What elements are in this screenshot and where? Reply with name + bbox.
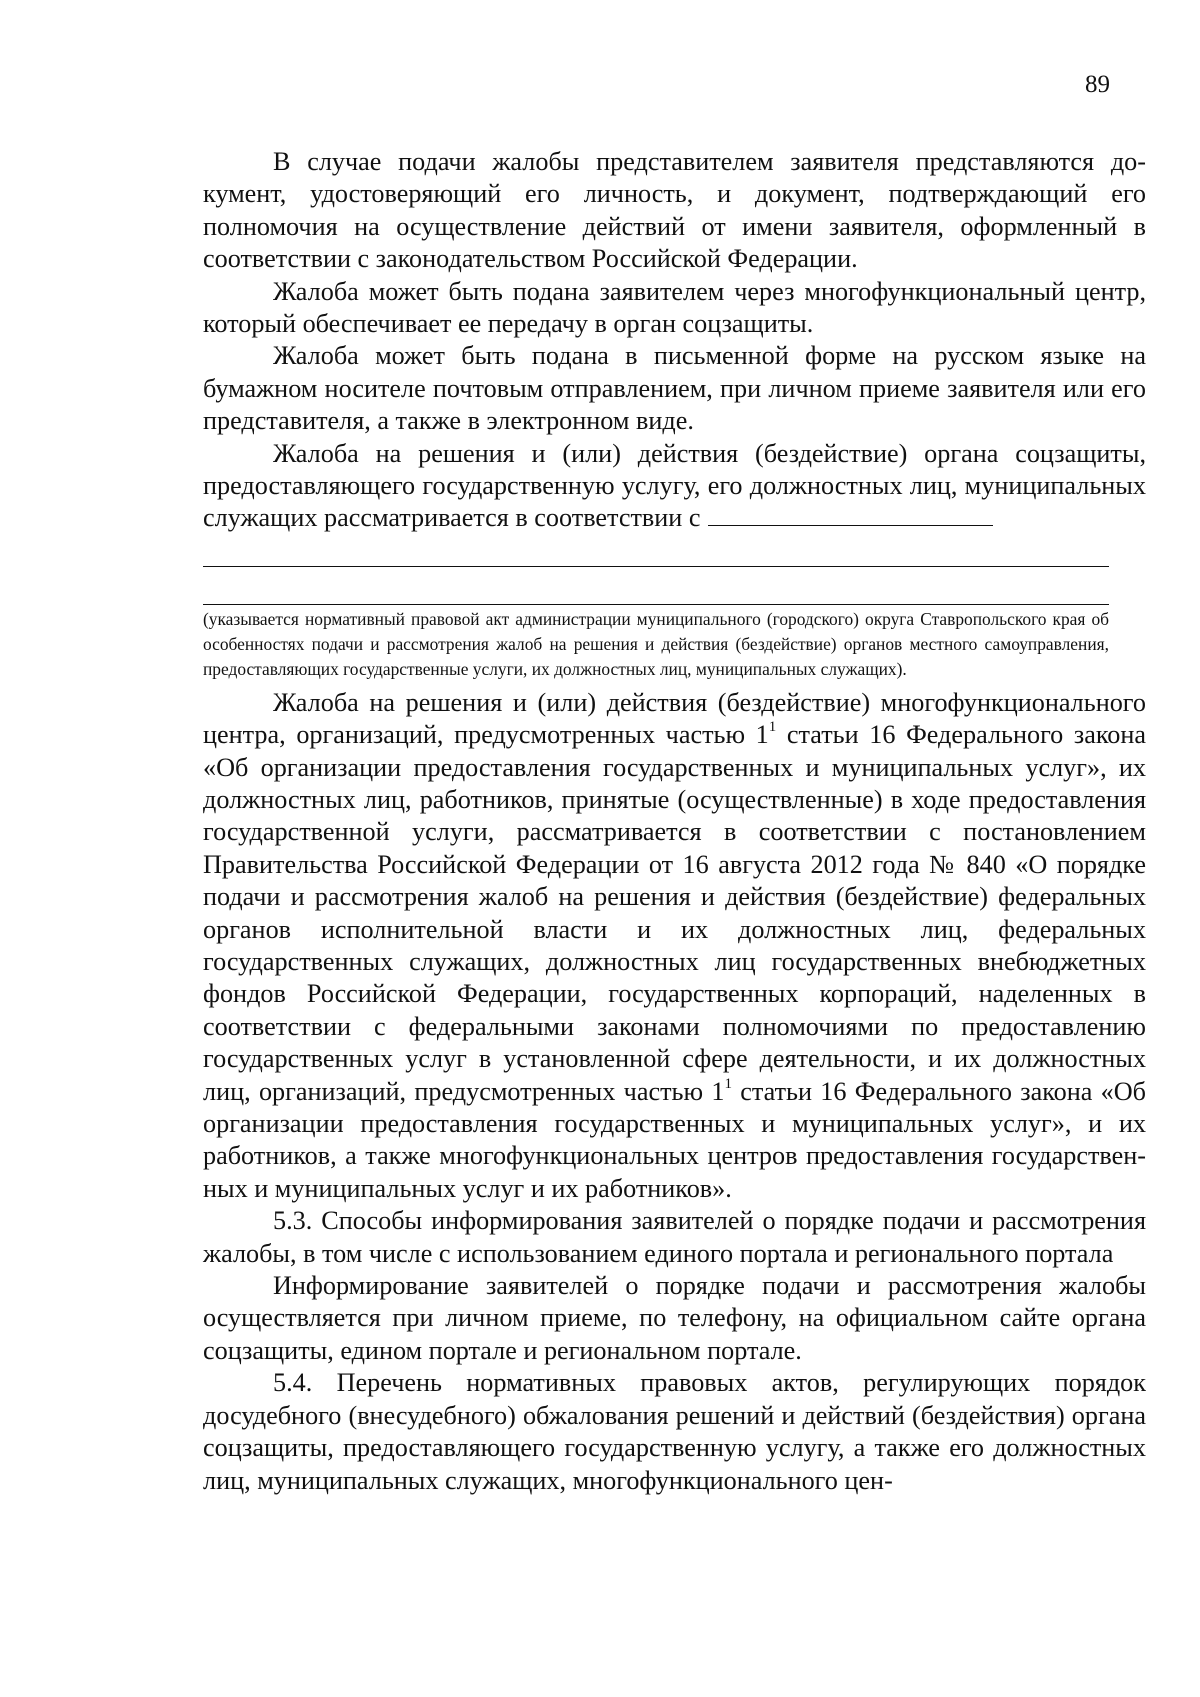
section-5-4-heading: 5.4. Перечень нормативных правовых актов, регулирующих порядок досудебного (внесудебного) обжалования решений и действий (бездействия) органа соцзащиты, предоставляющего государственную услугу, а также его должностных лиц, муниципальных служащих, многофункционального цен- <box>203 1368 1146 1495</box>
paragraph-submission-form: Жалоба может быть подана в письменной форме на русском языке на бумажном носителе почтовым отправлением, при личном приеме заявителя или его представителя, а также в электронном виде. <box>203 341 1146 436</box>
paragraph-mfc-part2: статьи 16 Федерального закона «Об организации предоставления государственных и муниципальных услуг», их должностных лиц, работников, принятые (осуществленные) в ходе предоставления государственной услуги, рассматривается в соответствии с постановлением Правительства Российской Федерации от 16 августа 2012 года № 840 «О порядке подачи и рассмотрения жалоб на решения и действия (бездействие) федеральных органов исполнительной власти и их должностных лиц, федеральных государственных служащих, должностных лиц государственных внебюджетных фондов Российской Федерации, государственных корпораций, наделенных в соответствии с федеральными законами полномочиями по предоставлению государственных услуг в установленной сфере деятельности, и их должностных лиц, организаций, предусмотренных частью 1 <box>203 720 1146 1106</box>
paragraph-mfc-part3: статьи 16 Федерального закона «Об организации предоставления государственных и муниципальных услуг», и их работников, а также многофункциональных центров предоставления государственных и муниципальных услуг и их работников». <box>203 1076 1146 1203</box>
superscript-1: 1 <box>724 1075 732 1092</box>
paragraph-complaint-review <box>203 438 1146 535</box>
paragraph-mfc-part1: Жалоба на решения и (или) действия (бездействие) многофункционального центра, организаций, предусмотренных частью 1 <box>203 687 1146 750</box>
paragraph-mfc-complaint <box>203 687 1146 1206</box>
paragraph-representative: В случае подачи жалобы представителем заявителя представляются документ, удостоверяющий его личность, и документ, подтверждающий его полномочия на осуществление действий от имени заявителя, оформленный в соответствии с законодательством Российской Федерации. <box>203 147 1146 274</box>
blank-fill-line <box>708 503 993 526</box>
blank-line <box>203 565 1109 567</box>
document-body <box>203 146 1146 1497</box>
paragraph-mfc-submission: Жалоба может быть подана заявителем через многофункциональный центр, который обеспечивает ее передачу в орган соцзащиты. <box>203 276 1146 339</box>
paragraph-complaint-review-text: Жалоба на решения и (или) действия (бездействие) органа соцзащиты, предоставляющего государственную услугу, его должностных лиц, муниципальных служащих рассматривается в соответствии с <box>203 438 1146 533</box>
paragraph-informing: Информирование заявителей о порядке подачи и рассмотрения жалобы осуществляется при личном приеме, по телефону, на официальном сайте органа соцзащиты, едином портале и региональном портале. <box>203 1271 1146 1365</box>
blank-line <box>203 603 1109 605</box>
page-number: 89 <box>1085 71 1110 98</box>
section-5-3-heading: 5.3. Способы информирования заявителей о порядке подачи и рассмотрения жалобы, в том числе с использованием единого портала и регионального портала <box>203 1206 1146 1268</box>
superscript-1: 1 <box>768 719 777 736</box>
footnote-explanation: (указывается нормативный правовой акт администрации муниципального (городского) округа Ставропольского края об особенностях подачи и рассмотрения жалоб на решения и действия (бездействие) органов местного самоуправления, предоставляющих государственные услуги, их должностных лиц, муниципальных служащих). <box>203 608 1109 680</box>
